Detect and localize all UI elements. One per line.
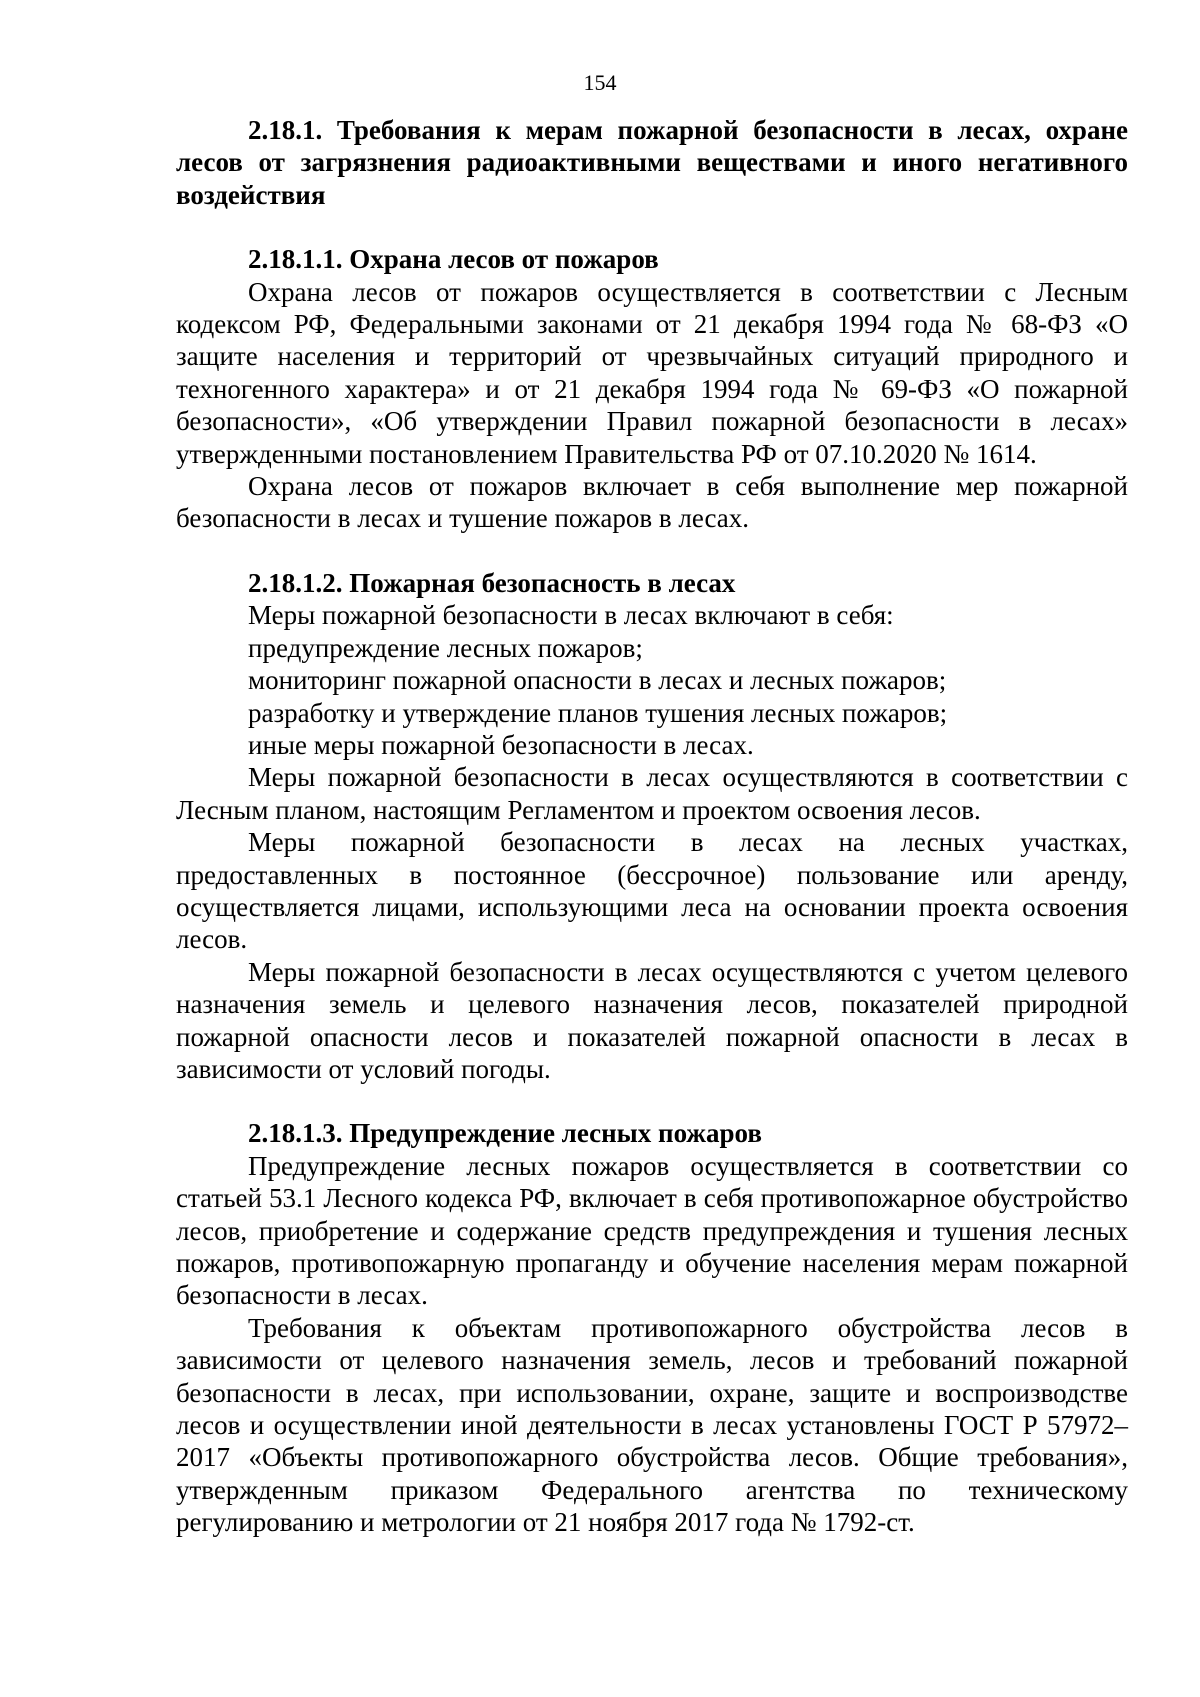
- section-title: 2.18.1. Требования к мерам пожарной безопасности в лесах, охране лесов от загрязнения радиоактивными веществами и иного негативного воздействия: [176, 115, 1128, 210]
- paragraph: Охрана лесов от пожаров включает в себя выполнение мер пожарной безопасности в лесах и тушение пожаров в лесах.: [176, 471, 1128, 534]
- paragraph: Требования к объектам противопожарного обустройства лесов в зависимости от целевого назначения земель, лесов и требований пожарной безопасности в лесах, при использовании, охране, защите и воспроизводстве лесов и осуществлении иной деятельности в лесах установлены ГОСТ Р 57972–2017 «Объекты противопожарного обустройства лесов. Общие требования», утвержденным приказом Федерального агентства по техническому регулированию и метрологии от 21 ноября 2017 года № 1792-ст.: [176, 1312, 1128, 1538]
- paragraph: Охрана лесов от пожаров осуществляется в соответствии с Лесным кодексом РФ, Федеральными законами от 21 декабря 1994 года № 68-ФЗ «О защите населения и территорий от чрезвычайных ситуаций природного и техногенного характера» и от 21 декабря 1994 года № 69-ФЗ «О пожарной безопасности», «Об утверждении Правил пожарной безопасности в лесах» утвержденными постановлением Правительства РФ от 07.10.2020 № 1614.: [176, 276, 1128, 469]
- paragraph-intro: Меры пожарной безопасности в лесах включают в себя:: [248, 600, 894, 631]
- subsection-heading: 2.18.1.3. Предупреждение лесных пожаров: [248, 1118, 762, 1149]
- paragraph: Меры пожарной безопасности в лесах на лесных участках, предоставленных в постоянное (бессрочное) пользование или аренду, осуществляется лицами, использующими леса на основании проекта освоения лесов.: [176, 827, 1128, 955]
- list-item: мониторинг пожарной опасности в лесах и лесных пожаров;: [248, 665, 947, 696]
- spacer: [176, 535, 1128, 567]
- subsection-fire-protection: [176, 243, 1128, 535]
- paragraph: Меры пожарной безопасности в лесах осуществляются с учетом целевого назначения земель и целевого назначения лесов, показателей природной пожарной опасности лесов и показателей пожарной опасности в лесах в зависимости от условий погоды.: [176, 956, 1128, 1084]
- subsection-heading: 2.18.1.2. Пожарная безопасность в лесах: [248, 567, 736, 598]
- spacer: [176, 1085, 1128, 1117]
- list-item: предупреждение лесных пожаров;: [248, 632, 643, 663]
- subsection-heading: 2.18.1.1. Охрана лесов от пожаров: [248, 244, 659, 275]
- paragraph: Меры пожарной безопасности в лесах осуществляются в соответствии с Лесным планом, настоящим Регламентом и проектом освоения лесов.: [176, 762, 1128, 825]
- subsection-fire-prevention: [176, 1117, 1128, 1538]
- page-number: 154: [583, 70, 617, 95]
- document-body: [176, 114, 1128, 1539]
- paragraph: Предупреждение лесных пожаров осуществляется в соответствии со статьей 53.1 Лесного кодекса РФ, включает в себя противопожарное обустройство лесов, приобретение и содержание средств предупреждения и тушения лесных пожаров, противопожарную пропаганду и обучение населения мерам пожарной безопасности в лесах.: [176, 1150, 1128, 1311]
- subsection-fire-safety: [176, 567, 1128, 1086]
- list-item: разработку и утверждение планов тушения лесных пожаров;: [248, 697, 948, 728]
- list-item: иные меры пожарной безопасности в лесах.: [248, 729, 754, 760]
- spacer: [176, 211, 1128, 243]
